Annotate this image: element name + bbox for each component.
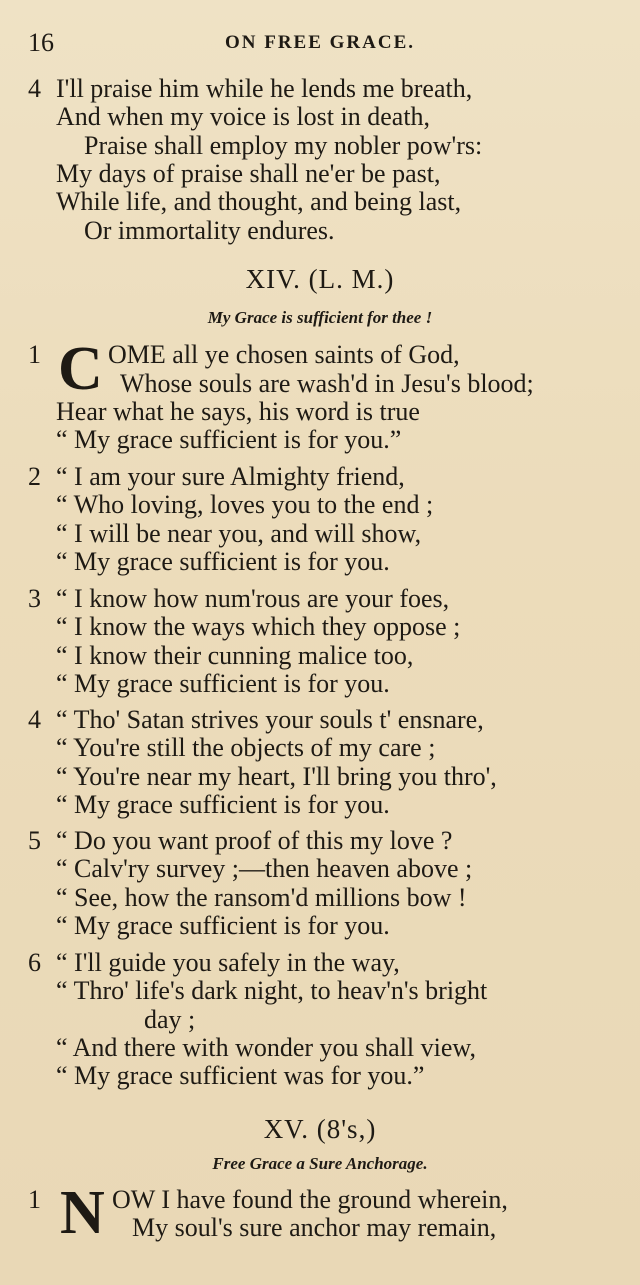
verse-line: OW I have found the ground wherein, [112, 1185, 508, 1214]
verse-line: “ Thro' life's dark night, to heav'n's bright [56, 976, 488, 1005]
hymn-title: XV. (8's,) [263, 1114, 377, 1144]
verse-line: Hear what he says, his word is true [56, 397, 420, 426]
hymn-subtitle: Free Grace a Sure Anchorage. [212, 1154, 428, 1173]
verse-line: “ You're still the objects of my care ; [56, 733, 436, 762]
running-head: ON FREE GRACE. [224, 32, 416, 53]
verse-line: “ Do you want proof of this my love ? [56, 826, 453, 855]
verse-line: “ My grace sufficient is for you. [56, 669, 390, 698]
stanza-number: 3 [28, 584, 41, 613]
verse-line: “ You're near my heart, I'll bring you thro', [56, 762, 497, 791]
verse-line-continuation: day ; [144, 1005, 196, 1034]
verse-line: “ My grace sufficient is for you. [56, 547, 390, 576]
verse-line: “ I am your sure Almighty friend, [56, 462, 405, 491]
verse-line: While life, and thought, and being last, [56, 187, 462, 216]
stanza-number: 1 [28, 1185, 41, 1214]
verse-line: “ My grace sufficient is for you.” [56, 425, 402, 454]
page-header [0, 28, 640, 62]
verse-line: “ I will be near you, and will show, [56, 519, 422, 548]
verse-line: “ Calv'ry survey ;—then heaven above ; [56, 854, 473, 883]
stanza-number: 4 [28, 74, 41, 103]
verse-line: “ Who loving, loves you to the end ; [56, 490, 434, 519]
verse-line: “ And there with wonder you shall view, [56, 1033, 476, 1062]
verse-line: Whose souls are wash'd in Jesu's blood; [120, 369, 534, 398]
verse-line: “ My grace sufficient is for you. [56, 790, 390, 819]
verse-line: My days of praise shall ne'er be past, [56, 159, 441, 188]
verse-line: I'll praise him while he lends me breath, [56, 74, 473, 103]
stanza-number: 2 [28, 462, 41, 491]
verse-line: And when my voice is lost in death, [56, 102, 431, 131]
hymn-title: XIV. (L. M.) [245, 264, 395, 294]
verse-line: OME all ye chosen saints of God, [108, 340, 460, 369]
stanza-number: 4 [28, 705, 41, 734]
page-number: 16 [28, 28, 54, 57]
verse-line: “ I know the ways which they oppose ; [56, 612, 461, 641]
stanza-number: 6 [28, 948, 41, 977]
verse-line: “ I know how num'rous are your foes, [56, 584, 450, 613]
drop-cap: C [58, 335, 103, 403]
verse-line: “ Tho' Satan strives your souls t' ensnare, [56, 705, 484, 734]
drop-cap: N [60, 1179, 105, 1247]
verse-line: “ See, how the ransom'd millions bow ! [56, 883, 467, 912]
stanza-number: 1 [28, 340, 41, 369]
verse-line: “ My grace sufficient was for you.” [56, 1061, 425, 1090]
verse-line: My soul's sure anchor may remain, [132, 1213, 497, 1242]
stanza-number: 5 [28, 826, 41, 855]
hymn-subtitle: My Grace is sufficient for thee ! [207, 308, 433, 327]
verse-line: Or immortality endures. [84, 216, 335, 245]
verse-line: Praise shall employ my nobler pow'rs: [84, 131, 483, 160]
verse-line: “ I know their cunning malice too, [56, 641, 414, 670]
verse-line: “ My grace sufficient is for you. [56, 911, 390, 940]
verse-line: “ I'll guide you safely in the way, [56, 948, 400, 977]
